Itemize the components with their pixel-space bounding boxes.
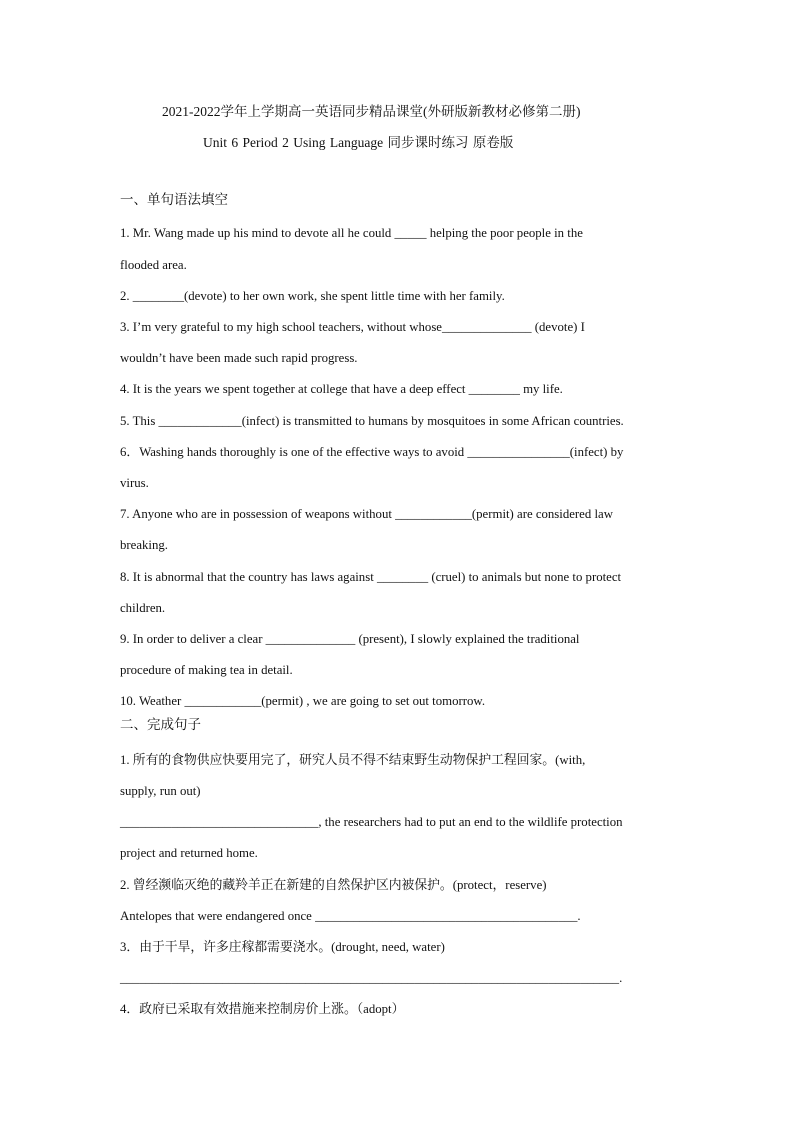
- question-line: 3. I’m very grateful to my high school teachers, without whose______________ (devote) I: [120, 320, 585, 334]
- answer-line: _______________________________, the researchers had to put an end to the wildlife protection: [120, 815, 623, 829]
- question-line: procedure of making tea in detail.: [120, 663, 293, 677]
- answer-line: ______________________________________________________________________________.: [120, 971, 623, 985]
- answer-line: Antelopes that were endangered once _________________________________________.: [120, 909, 581, 923]
- section-heading-sentences: 二、完成句子: [120, 717, 201, 732]
- question-line: 9. In order to deliver a clear ______________ (present), I slowly explained the traditional: [120, 632, 580, 646]
- question-line: wouldn’t have been made such rapid progress.: [120, 351, 358, 365]
- question-line: 4. It is the years we spent together at college that have a deep effect ________ my life.: [120, 382, 563, 396]
- question-line: 2. ________(devote) to her own work, she spent little time with her family.: [120, 289, 505, 303]
- question-line: project and returned home.: [120, 846, 258, 860]
- section-heading-grammar: 一、单句语法填空: [120, 192, 228, 207]
- question-line: 10. Weather ____________(permit) , we are going to set out tomorrow.: [120, 694, 486, 708]
- question-line: children.: [120, 601, 166, 615]
- question-line: 6．Washing hands thoroughly is one of the effective ways to avoid ________________(infect) by: [120, 445, 624, 459]
- question-line: 1. Mr. Wang made up his mind to devote all he could _____ helping the poor people in the: [120, 226, 583, 240]
- question-line: 3．由于干旱，许多庄稼都需要浇水。(drought, need, water): [120, 940, 445, 954]
- question-line: 1. 所有的食物供应快要用完了，研究人员不得不结束野生动物保护工程回家。(with,: [120, 753, 586, 767]
- question-line: virus.: [120, 476, 149, 490]
- question-line: 2. 曾经濒临灭绝的藏羚羊正在新建的自然保护区内被保护。(protect，reserve): [120, 878, 547, 892]
- question-line: breaking.: [120, 538, 168, 552]
- question-line: 4．政府已采取有效措施来控制房价上涨。（adopt）: [120, 1002, 405, 1016]
- document-title: 2021-2022学年上学期高一英语同步精品课堂(外研版新教材必修第二册): [162, 104, 581, 119]
- question-line: 8. It is abnormal that the country has laws against ________ (cruel) to animals but none to protect: [120, 570, 622, 584]
- question-line: 7. Anyone who are in possession of weapons without ____________(permit) are considered law: [120, 507, 613, 521]
- document-subtitle: Unit 6 Period 2 Using Language 同步课时练习 原卷版: [203, 135, 514, 150]
- question-line: 5. This _____________(infect) is transmitted to humans by mosquitoes in some African countries.: [120, 414, 624, 428]
- question-line: supply, run out): [120, 784, 201, 798]
- question-line: flooded area.: [120, 258, 187, 272]
